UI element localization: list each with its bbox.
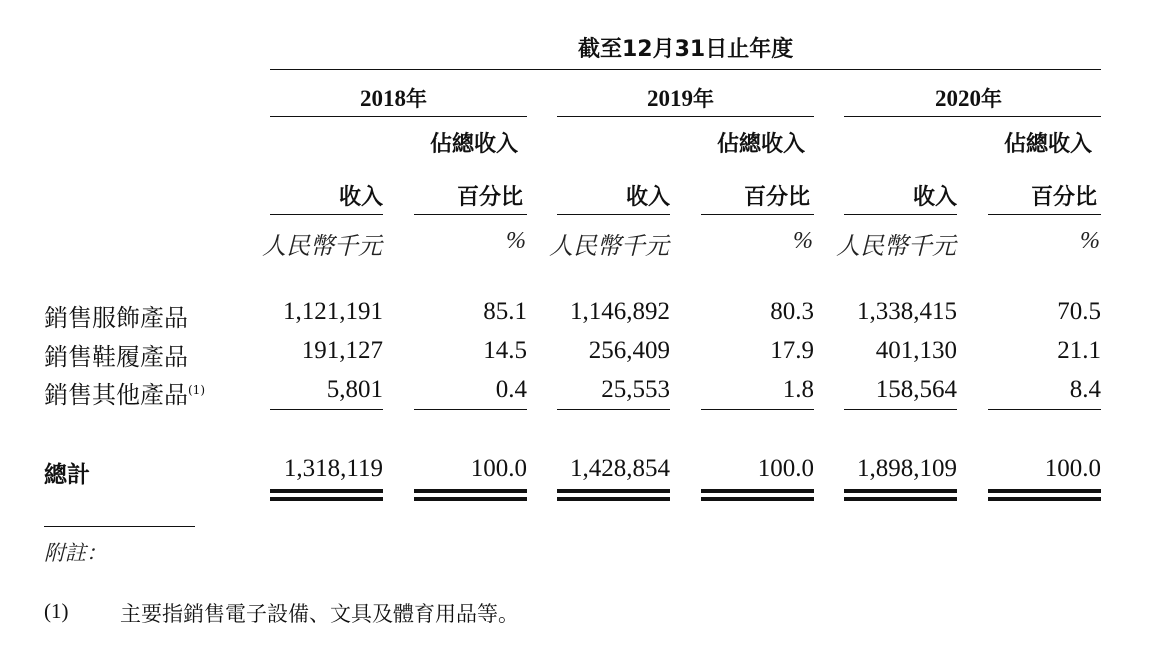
revenue-header-2018: 收入 <box>339 185 384 210</box>
notes-heading: 附註： <box>44 541 107 565</box>
unit-pct-2020: % <box>1080 228 1100 254</box>
total-double-rule <box>414 489 527 493</box>
cell-revenue-2018: 5,801 <box>326 376 383 403</box>
revenue-header-2019: 收入 <box>626 185 671 210</box>
total-double-rule <box>557 497 670 501</box>
total-revenue-2020: 1,898,109 <box>857 455 957 482</box>
year-heading-2018: 2018年 <box>360 86 427 111</box>
cell-revenue-2019: 25,553 <box>601 376 670 403</box>
cell-revenue-2019: 1,146,892 <box>570 298 670 325</box>
total-double-rule <box>844 497 957 501</box>
subtotal-rule <box>988 409 1101 410</box>
pct-header-line1-2018: 佔總收入 <box>430 132 519 157</box>
year-underline-2019 <box>557 116 814 117</box>
total-double-rule <box>557 489 670 493</box>
col-underline <box>701 214 814 215</box>
cell-pct-2018: 0.4 <box>495 376 527 403</box>
total-double-rule <box>988 497 1101 501</box>
total-double-rule <box>414 497 527 501</box>
revenue-header-2020: 收入 <box>913 185 958 210</box>
year-heading-2019: 2019年 <box>647 86 714 111</box>
row-label: 銷售其他產品$^{(1)}$ <box>44 381 205 409</box>
total-double-rule <box>701 497 814 501</box>
pct-header-line2-2019: 百分比 <box>744 185 811 210</box>
year-underline-2018 <box>270 116 527 117</box>
total-pct-2018: 100.0 <box>470 455 527 482</box>
total-pct-2019: 100.0 <box>757 455 814 482</box>
total-double-rule <box>844 489 957 493</box>
col-underline <box>270 214 383 215</box>
pct-header-line1-2019: 佔總收入 <box>717 132 806 157</box>
cell-pct-2018: 14.5 <box>483 337 527 364</box>
unit-pct-2018: % <box>506 228 526 254</box>
subtotal-rule <box>844 409 957 410</box>
total-double-rule <box>270 497 383 501</box>
total-revenue-2019: 1,428,854 <box>570 455 670 482</box>
period-title: 截至12月31日止年度 <box>578 37 794 62</box>
cell-pct-2019: 17.9 <box>770 337 814 364</box>
pct-header-line1-2020: 佔總收入 <box>1004 132 1093 157</box>
cell-pct-2019: 80.3 <box>770 298 814 325</box>
pct-header-line2-2018: 百分比 <box>457 185 524 210</box>
total-double-rule <box>270 489 383 493</box>
subtotal-rule <box>270 409 383 410</box>
year-underline-2020 <box>844 116 1101 117</box>
cell-pct-2019: 1.8 <box>782 376 814 403</box>
cell-revenue-2020: 158,564 <box>875 376 957 403</box>
row-label: 銷售鞋履產品 <box>44 343 188 371</box>
cell-pct-2020: 21.1 <box>1057 337 1101 364</box>
cell-revenue-2020: 1,338,415 <box>857 298 957 325</box>
col-underline <box>557 214 670 215</box>
notes-separator <box>44 526 195 527</box>
subtotal-rule <box>701 409 814 410</box>
cell-revenue-2019: 256,409 <box>588 337 670 364</box>
cell-pct-2018: 85.1 <box>483 298 527 325</box>
col-underline <box>988 214 1101 215</box>
total-label: 總計 <box>44 462 90 488</box>
cell-pct-2020: 70.5 <box>1057 298 1101 325</box>
col-underline <box>414 214 527 215</box>
cell-revenue-2020: 401,130 <box>875 337 957 364</box>
unit-revenue-2019: 人民幣千元 <box>549 234 669 260</box>
total-revenue-2018: 1,318,119 <box>283 455 383 482</box>
total-pct-2020: 100.0 <box>1044 455 1101 482</box>
unit-pct-2019: % <box>793 228 813 254</box>
subtotal-rule <box>557 409 670 410</box>
cell-pct-2020: 8.4 <box>1069 376 1101 403</box>
year-heading-2020: 2020年 <box>935 86 1002 111</box>
total-double-rule <box>988 489 1101 493</box>
cell-revenue-2018: 1,121,191 <box>283 298 383 325</box>
subtotal-rule <box>414 409 527 410</box>
unit-revenue-2018: 人民幣千元 <box>262 234 382 260</box>
row-label: 銷售服飾產品 <box>44 304 188 332</box>
note-text: 主要指銷售電子設備、文具及體育用品等。 <box>120 602 519 626</box>
total-double-rule <box>701 489 814 493</box>
pct-header-line2-2020: 百分比 <box>1031 185 1098 210</box>
col-underline <box>844 214 957 215</box>
footnote-marker: (1) <box>188 383 205 397</box>
period-underline <box>270 69 1101 70</box>
note-marker: (1) <box>44 599 69 623</box>
cell-revenue-2018: 191,127 <box>301 337 383 364</box>
unit-revenue-2020: 人民幣千元 <box>836 234 956 260</box>
